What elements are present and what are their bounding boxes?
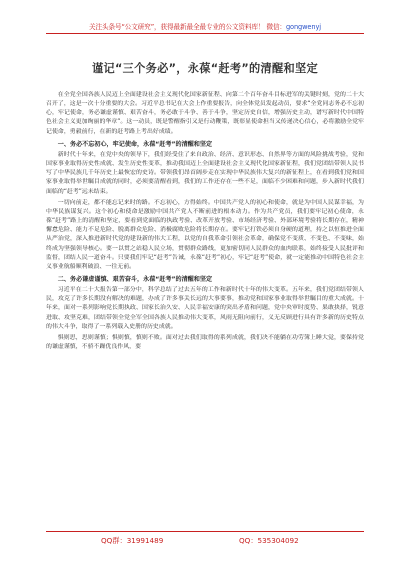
header-divider bbox=[46, 33, 364, 34]
section-heading-2: 二、务必谦虚谨慎、艰苦奋斗，永葆“赶考”的清醒和坚定 bbox=[57, 275, 213, 283]
wechat-link[interactable]: gongwenyj bbox=[285, 23, 321, 31]
article-title: 谨记“三个务必”，永葆“赶考”的清醒和坚定 bbox=[92, 62, 318, 75]
body-paragraph: 新时代十年来，在党中央的领导下，我们经受住了来自政治、经济、意识形态、自然界等方面的风险挑战考验，党和国家事业取得历史性成就、发生历史性变革，推动我国迈上全面建设社会主义现代化国家新征程，我们党团结带领人民书写了中华民族几千年历史上最恢宏的史诗。带领我们昂首阔步走在实现中华民族伟大复兴的新征程上，在看到我们党和国家事业取得举世瞩目成就的同时，必须要清醒看到，我们的工作还存在一些不足，面临不少困难和问题，步入新时代我们面临的“赶考”远未结束。 bbox=[46, 151, 364, 195]
body-paragraph: 一切向前走，都不能忘记来时的路。不忘初心，方得始终。中国共产党人的初心和使命，就是为中国人民谋幸福，为中华民族谋复兴。这个初心和使命是激励中国共产党人不断前进的根本动力。作为共产党员，我们要牢记初心使命，永葆“赶考”路上的清醒和坚定，要看到党面临的执政考验、改革开放考验、市场经济考验、外部环境考验将长期存在，精神懈怠危险、能力不足危险、脱离群众危险、消极腐败危险将长期存在。要牢记打铁必须自身硬的道理，持之以恒推进全面从严治党，深入推进新时代党的建设新的伟大工程，以党的自我革命引领社会革命，确保党不变质、不变色、不变味，始终成为坚强领导核心。要一以贯之站稳人民立场，贯彻群众路线，更加密切同人民群众的血肉联系，始终接受人民批评和监督，团结人民一道奋斗。只要我们牢记“赶考”告诫，永葆“赶考”初心，牢记“赶考”使命，就一定能推动中国特色社会主义事业航船顺利破浪、一往无前。 bbox=[46, 199, 364, 270]
article-body bbox=[46, 91, 364, 352]
body-paragraph: 习近平在二十大报告第一部分中，科学总结了过去五年的工作和新时代十年的伟大变革。五年来，我们党团结带领人民，攻克了许多长期没有解决的难题，办成了许多事关长远的大事要事，推动党和国家事业取得举世瞩目的重大成就。十年来，面对一系列影响党长期执政、国家长治久安、人民幸福安康的突出矛盾和问题，党中央审时度势、果敢抉择，锐意进取、攻坚克难，团结带领全党全军全国各族人民推动伟大变革，风雨无阻向前行，义无反顾进行具有许多新的历史特点的伟大斗争，取得了一系列载入史册的历史成就。 bbox=[46, 287, 364, 330]
promo-header bbox=[46, 23, 364, 32]
qq-group-number: QQ群：31991489 bbox=[101, 536, 164, 545]
qq-number: QQ：535304092 bbox=[239, 536, 299, 545]
intro-paragraph: 在全党全国各族人民迈上全面建设社会主义现代化国家新征程、向第二个百年奋斗目标进军的关键时刻，党的二十大召开了，这是一次十分重要的大会。习近平总书记在大会上作重要报告，向全体党员发起动员，要求“全党同志务必不忘初心，牢记使命，务必谦虚谨慎、艰苦奋斗，务必敢于斗争、善于斗争，坚定历史自信，增强历史主动，谱写新时代中国特色社会主义更加绚丽的华章”。这一动员，既是警醒指引又是行动鞭策，既彰显使命担当又传递决心信心，必将激励全党牢记使命，勇毅前行，在新的赶考路上考出好成绩。 bbox=[46, 92, 364, 135]
contact-footer bbox=[46, 535, 364, 546]
section-heading-1: 一、务必不忘初心，牢记使命，永葆“赶考”的清醒和坚定 bbox=[57, 140, 213, 148]
body-paragraph: 惧则思，思则谨慎；惧则慎，慎则不败。面对过去我们取得的系列成就，我们决不能躺在功劳簿上睡大觉，要保持党的谦虚谨慎，不骄不躁优良作风，要 bbox=[46, 334, 364, 351]
promo-text: 关注头条号“公文研究”，获得最新最全最专业的公文资料库！ 微信： bbox=[88, 23, 286, 31]
footer-divider bbox=[46, 531, 364, 532]
